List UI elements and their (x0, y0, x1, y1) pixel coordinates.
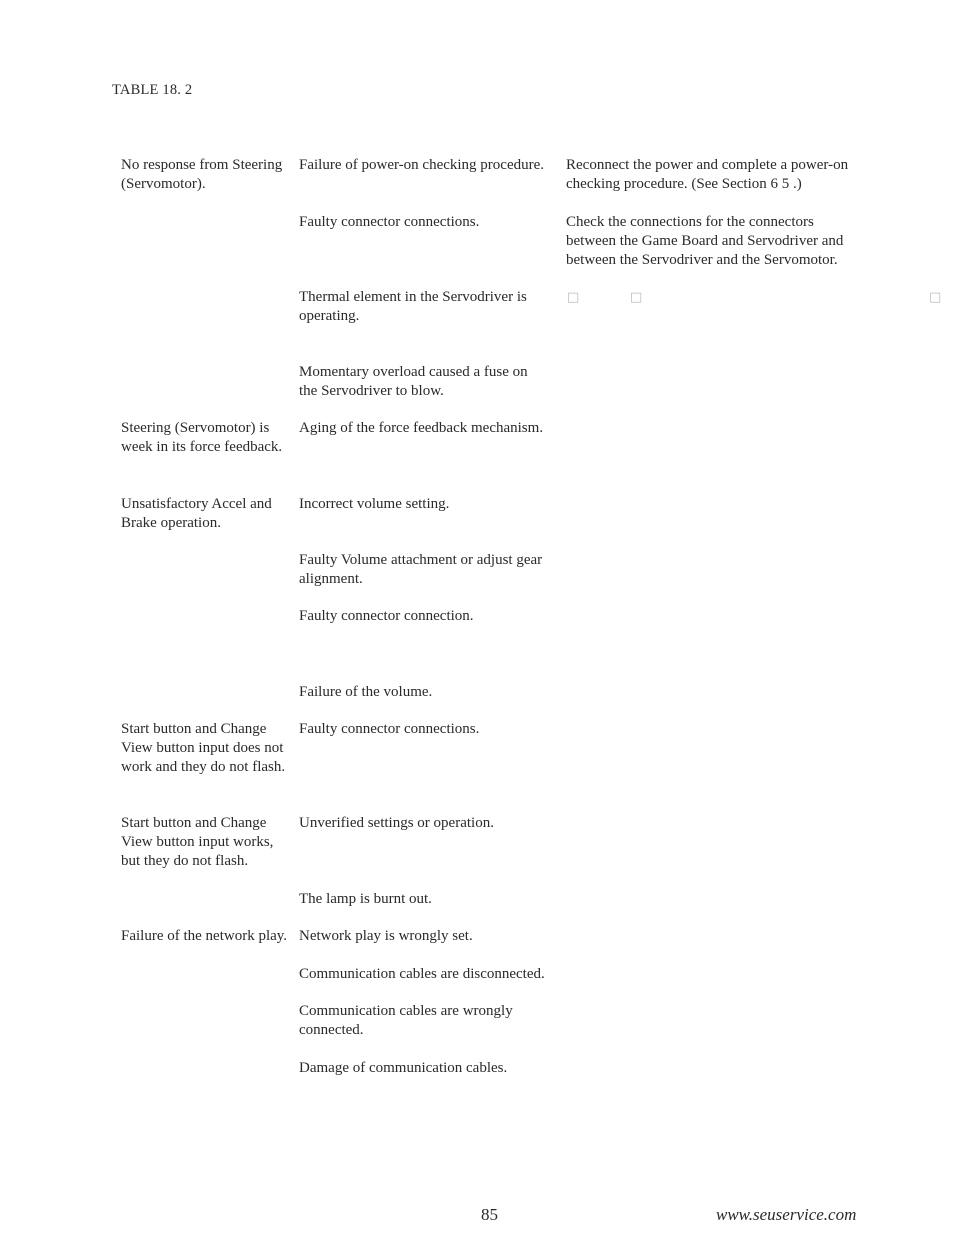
cause-faulty-connectors-buttons: Faulty connector connections. (299, 721, 480, 737)
problem-buttons-not-working: Start button and Change View button input does not work and they do not flash. (121, 721, 286, 775)
problem-no-steering-response: No response from Steering (Servomotor). (121, 157, 283, 192)
problem-network-play: Failure of the network play. (121, 928, 288, 944)
cause-cables-wrongly-connected: Communication cables are wrongly connected. (299, 1003, 513, 1038)
cause-network-setting: Network play is wrongly set. (299, 928, 473, 944)
cause-faulty-connectors: Faulty connector connections. (299, 214, 480, 230)
page-number: 85 (481, 1205, 498, 1224)
remedy-check-connections: Check the connections for the connectors between the Game Board and Servodriver and between the Servodriver and the Servomotor. (566, 214, 844, 268)
missing-glyph-icon: □ (929, 290, 942, 305)
cause-unverified-settings: Unverified settings or operation. (299, 815, 494, 831)
remedy-reconnect-power: Reconnect the power and complete a power-on checking procedure. (See Section 6 5 .) (566, 157, 849, 192)
cause-volume-failure: Failure of the volume. (299, 684, 433, 700)
cause-fuse-blown: Momentary overload caused a fuse on the Servodriver to blow. (299, 364, 528, 399)
cause-volume-setting: Incorrect volume setting. (299, 496, 450, 512)
problem-weak-force-feedback: Steering (Servomotor) is week in its force feedback. (121, 420, 283, 455)
cause-power-on-check: Failure of power-on checking procedure. (299, 157, 545, 173)
cause-cable-damage: Damage of communication cables. (299, 1060, 508, 1076)
cause-lamp-burnt-out: The lamp is burnt out. (299, 891, 432, 907)
problem-accel-brake: Unsatisfactory Accel and Brake operation. (121, 496, 272, 531)
table-label: TABLE 18. 2 (112, 82, 193, 98)
missing-glyph-icon: □ (567, 290, 580, 305)
website-url: www.seuservice.com (716, 1205, 857, 1224)
cause-aging-mechanism: Aging of the force feedback mechanism. (299, 420, 544, 436)
problem-buttons-not-flashing: Start button and Change View button input works, but they do not flash. (121, 815, 274, 869)
cause-volume-attachment: Faulty Volume attachment or adjust gear alignment. (299, 552, 543, 587)
cause-thermal-element: Thermal element in the Servodriver is operating. (299, 289, 527, 324)
cause-cables-disconnected: Communication cables are disconnected. (299, 966, 545, 982)
cause-faulty-connector: Faulty connector connection. (299, 608, 474, 624)
missing-glyph-icon: □ (630, 290, 643, 305)
